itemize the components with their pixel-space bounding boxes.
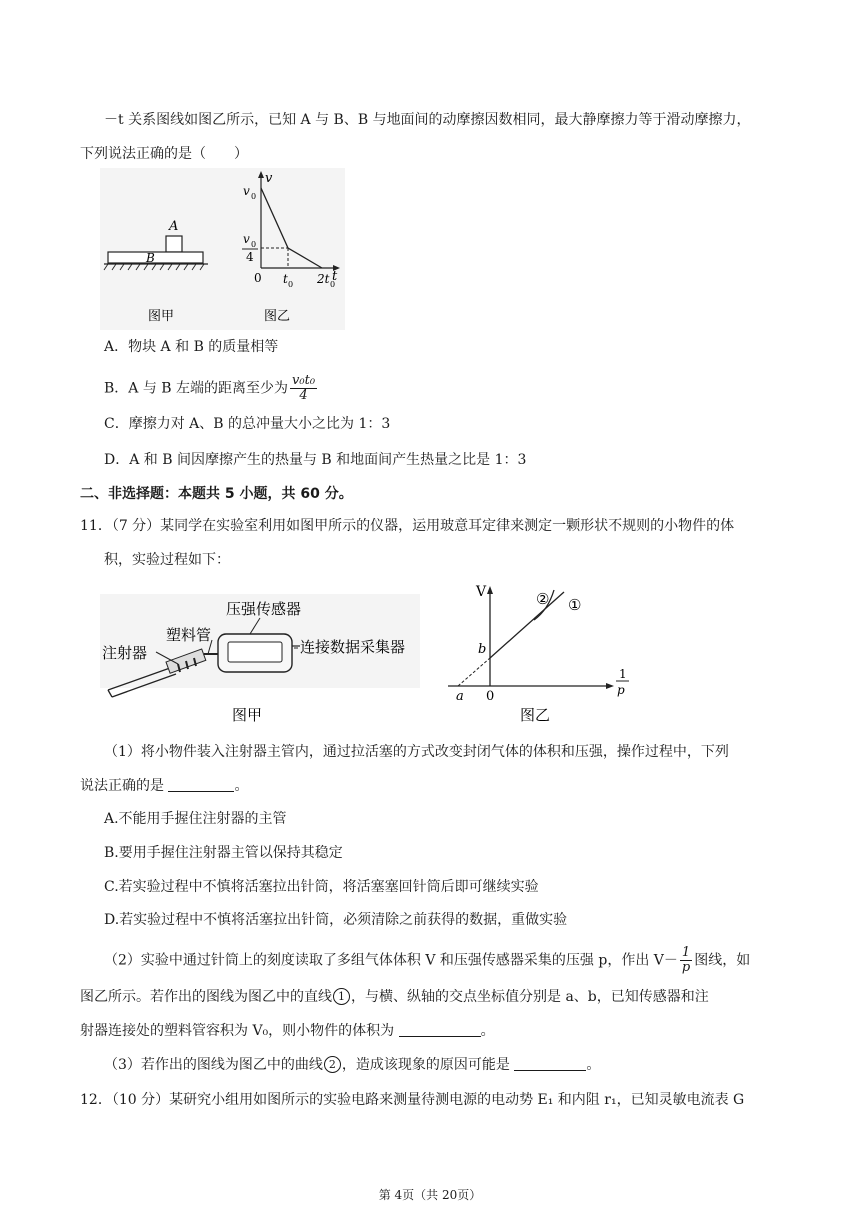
q11-part2-line2: 图乙所示。若作出的图线为图乙中的直线 1 ，与横、纵轴的交点坐标值分别是 a、b，已知传感器和注: [80, 989, 709, 1005]
answer-blank-3[interactable]: [514, 1056, 586, 1071]
q11-stem-line1: 11．（7 分）某同学在实验室利用如图甲所示的仪器，运用玻意耳定律来测定一颗形状不规则的小物件的体: [80, 518, 735, 534]
q11-figure-jia: [100, 594, 420, 726]
q10-option-c: C．摩擦力对 A、B 的总冲量大小之比为 1：3: [104, 416, 391, 432]
svg-text:0: 0: [251, 192, 257, 201]
svg-text:0: 0: [486, 689, 495, 704]
svg-text:t: t: [332, 269, 338, 284]
q11-part2-line3: 射器连接处的塑料管容积为 V₀，则小物件的体积为 。: [80, 1023, 495, 1039]
label-pressure-sensor: 压强传感器: [226, 600, 302, 618]
svg-text:V: V: [476, 584, 487, 600]
svg-text:①: ①: [568, 596, 582, 614]
q11-part1-line2: 说法正确的是 。: [80, 778, 249, 794]
svg-text:②: ②: [536, 590, 550, 608]
svg-text:0: 0: [254, 271, 262, 285]
q11-part1-option-c: C.若实验过程中不慎将活塞拉出针筒，将活塞塞回针筒后即可继续实验: [104, 879, 539, 895]
label-a: A: [169, 219, 179, 234]
svg-text:v: v: [243, 184, 250, 198]
q11-figure-yi: [448, 580, 648, 726]
section-heading: 二、非选择题：本题共 5 小题，共 60 分。: [80, 486, 353, 502]
q10-stem-line2: 下列说法正确的是（ ）: [80, 146, 248, 162]
svg-text:t: t: [283, 272, 288, 286]
label-b: B: [146, 251, 155, 265]
fig-yi-caption: 图乙: [520, 706, 551, 724]
svg-text:v: v: [265, 171, 273, 186]
svg-text:0: 0: [288, 280, 294, 289]
line-1: [490, 592, 564, 658]
svg-text:p: p: [617, 683, 625, 697]
q11-stem-line2: 积，实验过程如下：: [104, 552, 230, 568]
q10-option-a: A．物块 A 和 B 的质量相等: [104, 339, 279, 355]
label-data-collector: 连接数据采集器: [300, 638, 406, 656]
q11-part2-line1: （2）实验中通过针筒上的刻度读取了多组气体体积 V 和压强传感器采集的压强 p，作出 V－ $\frac{1}{p}$ 图线，如: [104, 945, 751, 975]
q10-stem-line1: －t 关系图线如图乙所示，已知 A 与 B、B 与地面间的动摩擦因数相同，最大静摩擦力等于滑动摩擦力，: [104, 112, 751, 128]
svg-text:1: 1: [619, 667, 627, 681]
svg-text:2t: 2t: [317, 272, 330, 286]
q10-option-b: B．A 与 B 左端的距离至少为 $\frac{\text{v₀t₀}}{4}$: [104, 373, 316, 403]
q12-stem-line1: 12．（10 分）某研究小组用如图所示的实验电路来测量待测电源的电动势 E₁ 和内阻 r₁，已知灵敏电流表 G: [80, 1092, 745, 1108]
svg-text:0: 0: [330, 280, 336, 289]
q11-part1-option-d: D.若实验过程中不慎将活塞拉出针筒，必须清除之前获得的数据，重做实验: [104, 912, 568, 928]
q11-part1-option-b: B.要用手握住注射器主管以保持其稳定: [104, 845, 343, 861]
block-a: [166, 236, 182, 252]
answer-blank-1[interactable]: [168, 777, 234, 792]
fraction-1-over-p: $\frac{1}{p}$: [681, 945, 691, 975]
q10-option-d: D．A 和 B 间因摩擦产生的热量与 B 和地面间产生热量之比是 1：3: [104, 452, 527, 468]
q11-part1-line1: （1）将小物件装入注射器主管内，通过拉活塞的方式改变封闭气体的体积和压强，操作过程中，下列: [104, 744, 729, 760]
q11-part1-option-a: A.不能用手握住注射器的主管: [104, 811, 287, 827]
label-plastic-tube: 塑料管: [166, 626, 212, 644]
fraction-v0t0-over-4: $\frac{\text{v₀t₀}}{4}$: [292, 373, 316, 403]
svg-text:0: 0: [251, 240, 257, 249]
answer-blank-2[interactable]: [399, 1022, 481, 1037]
fig-jia-caption: 图甲: [148, 309, 175, 324]
label-syringe: 注射器: [102, 644, 148, 662]
q11-part3: （3）若作出的图线为图乙中的曲线 2 ，造成该现象的原因可能是 。: [104, 1057, 601, 1073]
extrapolated-line: [458, 658, 490, 686]
circled-1: 1: [333, 988, 350, 1005]
svg-text:4: 4: [246, 250, 254, 264]
fig-jia-caption: 图甲: [232, 706, 263, 724]
page-footer: 第 4页（共 20页）: [378, 1188, 482, 1202]
block-b: [108, 252, 203, 263]
q10-figure: [100, 168, 345, 330]
fig-yi-caption: 图乙: [264, 309, 291, 324]
svg-text:a: a: [456, 689, 464, 704]
svg-text:b: b: [478, 642, 487, 657]
svg-text:v: v: [243, 232, 250, 246]
circled-2: 2: [324, 1056, 341, 1073]
